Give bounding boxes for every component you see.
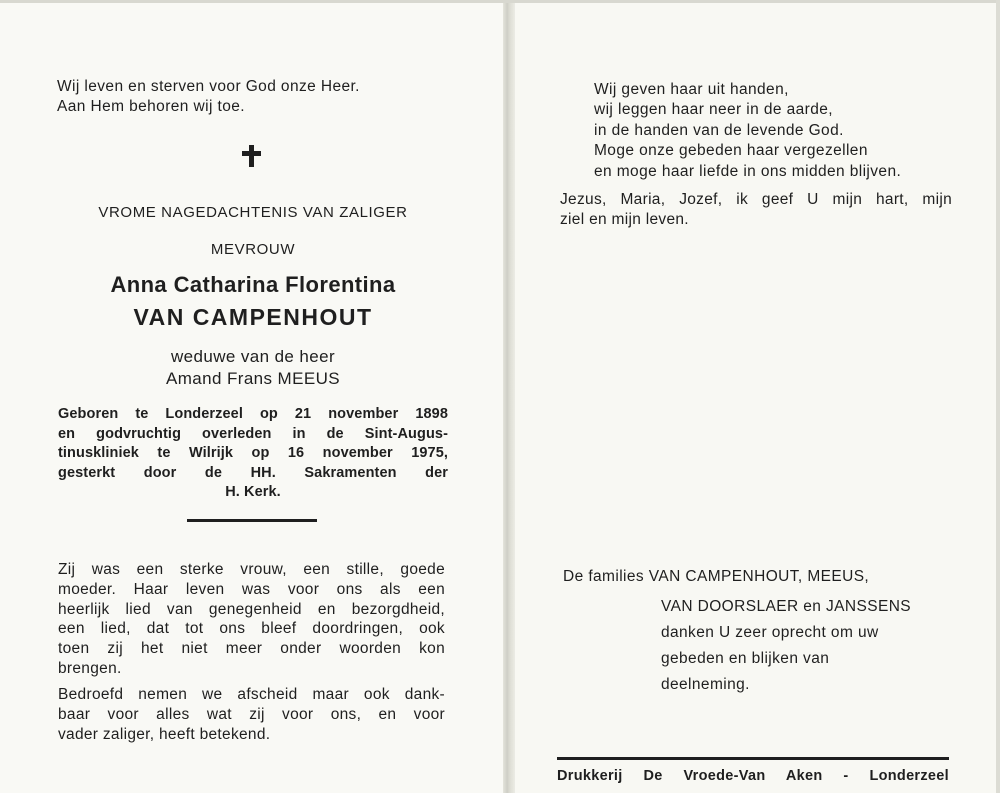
paragraph-line: een lied, dat tot ons bleef doordringen, ook (58, 620, 445, 638)
detail-line: en godvruchtig overleden in de Sint-Augus- (58, 425, 448, 442)
latin-cross-icon (240, 145, 264, 169)
short-prayer (560, 190, 952, 230)
thanks-line: danken U zeer oprecht om uw (661, 624, 879, 641)
thanks-families-line: De families VAN CAMPENHOUT, MEEUS, (563, 568, 870, 585)
paragraph-line: Bedroefd nemen we afscheid maar ook dank- (58, 686, 445, 703)
poem-line: in de handen van de levende God. (594, 121, 844, 139)
divider-rule (187, 519, 317, 522)
card-right-edge (996, 0, 1000, 793)
memorial-heading: VROME NAGEDACHTENIS VAN ZALIGER (98, 204, 408, 221)
detail-line: Geboren te Londerzeel op 21 november 1898 (58, 406, 448, 422)
thanks-line: VAN DOORSLAER en JANSSENS (661, 598, 912, 615)
motto-line: Wij leven en sterven voor God onze Heer. (57, 78, 360, 95)
motto-line: Aan Hem behoren wij toe. (57, 98, 245, 115)
printer-credit: Drukkerij De Vroede-Van Aken - Londerzeel (557, 768, 949, 784)
poem-line: en moge haar liefde in ons midden blijven. (594, 162, 902, 180)
thanks-message (661, 594, 911, 698)
paragraph-line: baar voor alles wat zij voor ons, en voor (58, 705, 445, 723)
paragraph-line: vader zaliger, heeft betekend. (58, 725, 271, 743)
paragraph-line: brengen. (58, 659, 122, 677)
paragraph-line: toen zij het niet meer onder woorden kon (58, 640, 445, 658)
birth-death-details (58, 405, 448, 503)
husband-name: Amand Frans MEEUS (165, 369, 341, 388)
farewell-paragraph (58, 685, 445, 744)
poem-line: Moge onze gebeden haar vergezellen (594, 142, 868, 160)
honorific-title: MEVROUW (210, 241, 296, 258)
paragraph-line: heerlijk lied van genegenheid en bezorgdheid, (58, 600, 445, 618)
prayer-line: Jezus, Maria, Jozef, ik geef U mijn hart, mijn (560, 191, 952, 208)
paragraph-line: moeder. Haar leven was voor ons als een (58, 580, 445, 598)
card-top-edge (0, 0, 1000, 3)
widow-of-line: weduwe van de heer (170, 347, 336, 366)
paragraph-line: Zij was een sterke vrouw, een stille, goede (58, 561, 445, 578)
farewell-poem (594, 80, 901, 182)
deceased-surname: VAN CAMPENHOUT (133, 304, 373, 330)
printer-rule (557, 757, 949, 760)
detail-line: H. Kerk. (225, 484, 281, 501)
thanks-line: deelneming. (661, 676, 750, 693)
detail-line: tinuskliniek te Wilrijk op 16 november 1975, (58, 445, 448, 462)
poem-line: wij leggen haar neer in de aarde, (594, 101, 833, 119)
card-fold (503, 0, 515, 793)
tribute-paragraph (58, 560, 445, 679)
prayer-line: ziel en mijn leven. (560, 211, 689, 228)
opening-motto (57, 77, 360, 117)
thanks-line: gebeden en blijken van (661, 650, 830, 667)
deceased-given-names: Anna Catharina Florentina (110, 272, 396, 297)
poem-line: Wij geven haar uit handen, (594, 81, 789, 98)
detail-line: gesterkt door de HH. Sakramenten der (58, 464, 448, 481)
